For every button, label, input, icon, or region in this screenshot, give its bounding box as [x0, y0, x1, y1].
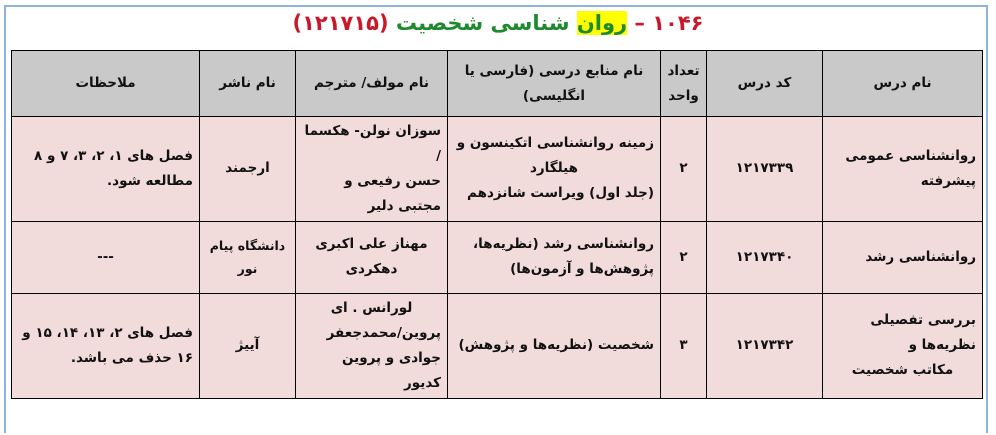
cell-text-line: لورانس . ای: [330, 299, 413, 316]
header-sources-line: انگلیسی): [522, 87, 586, 104]
cell-text-line: دهکردی: [345, 261, 398, 278]
table-header-row: [12, 51, 983, 117]
cell-units: ۲: [661, 117, 707, 222]
header-notes: ملاحظات: [12, 51, 200, 117]
page-title: [0, 11, 996, 35]
title-rest: شناسی شخصیت: [395, 11, 570, 35]
header-units: [661, 51, 707, 117]
cell-course-code: ۱۲۱۷۳۳۹: [707, 117, 823, 222]
header-sources: [448, 51, 661, 117]
cell-text-line: روانشناسی عمومی: [845, 147, 976, 164]
title-subject: [396, 11, 627, 35]
cell-text-line: مهناز علی اکبری: [315, 236, 428, 253]
cell-text-line: ---: [97, 248, 114, 265]
courses-table: [11, 50, 983, 399]
title-dash: –: [634, 11, 645, 35]
cell-text-line: فصل های ۱، ۲، ۳، ۷ و ۸: [34, 147, 193, 164]
cell-text-line: مطالعه شود.: [107, 172, 193, 189]
cell-course-code: ۱۲۱۷۳۴۲: [707, 293, 823, 398]
cell-text-line: هیلگارد: [529, 160, 578, 177]
header-units-line: تعداد: [667, 62, 700, 79]
cell-text-line: پیشرفته: [920, 172, 976, 189]
cell-notes: [12, 293, 200, 398]
cell-publisher: آییژ: [200, 293, 296, 398]
cell-course-code: ۱۲۱۷۳۴۰: [707, 221, 823, 293]
title-highlight: روان: [576, 11, 628, 35]
cell-text-line: (جلد اول) ویراست شانزدهم: [467, 185, 654, 202]
header-course-name: نام درس: [823, 51, 983, 117]
cell-text-line: پژوهش‌ها و آزمون‌ها): [510, 261, 654, 278]
cell-text-line: بررسی تفصیلی نظریه‌ها و: [870, 312, 976, 354]
cell-units: ۳: [661, 293, 707, 398]
cell-course-name: [823, 293, 983, 398]
header-sources-line: نام منابع درسی (فارسی یا: [464, 62, 644, 79]
title-number: ۱۰۴۶: [652, 11, 704, 35]
cell-author: [296, 117, 448, 222]
cell-text-line: حسن رفیعی و مجتبی دلیر: [344, 172, 441, 214]
cell-notes: [12, 221, 200, 293]
cell-text-line: فصل های ۲، ۱۳، ۱۴، ۱۵ و: [22, 324, 193, 341]
cell-author: [296, 293, 448, 398]
cell-text-line: جوادی و پروین کدیور: [342, 349, 441, 391]
header-publisher: نام ناشر: [200, 51, 296, 117]
cell-publisher: ارجمند: [200, 117, 296, 222]
table-row: [12, 221, 983, 293]
table-row: [12, 117, 983, 222]
cell-author: [296, 221, 448, 293]
header-course-code: کد درس: [707, 51, 823, 117]
cell-text-line: روانشناسی رشد: [865, 248, 976, 265]
cell-publisher: دانشگاه پیام نور: [200, 221, 296, 293]
header-author: نام مولف/ مترجم: [296, 51, 448, 117]
cell-text-line: پروین/محمدجعفر: [326, 324, 441, 341]
cell-notes: [12, 117, 200, 222]
cell-sources: [448, 293, 661, 398]
cell-course-name: [823, 117, 983, 222]
cell-sources: [448, 221, 661, 293]
cell-text-line: روانشناسی رشد (نظریه‌ها،: [473, 236, 654, 253]
cell-text-line: سوزان نولن- هکسما /: [304, 123, 441, 164]
cell-text-line: ۱۶ حذف می باشد.: [70, 349, 193, 366]
header-units-line: واحد: [668, 87, 699, 104]
cell-course-name: [823, 221, 983, 293]
cell-text-line: زمینه روانشناسی اتکینسون و: [456, 135, 654, 152]
title-code: (۱۲۱۷۱۵): [292, 11, 389, 35]
cell-text-line: مکاتب شخصیت: [851, 362, 954, 379]
cell-units: ۲: [661, 221, 707, 293]
table-row: [12, 293, 983, 398]
cell-text-line: شخصیت (نظریه‌ها و پژوهش): [458, 337, 654, 354]
cell-sources: [448, 117, 661, 222]
